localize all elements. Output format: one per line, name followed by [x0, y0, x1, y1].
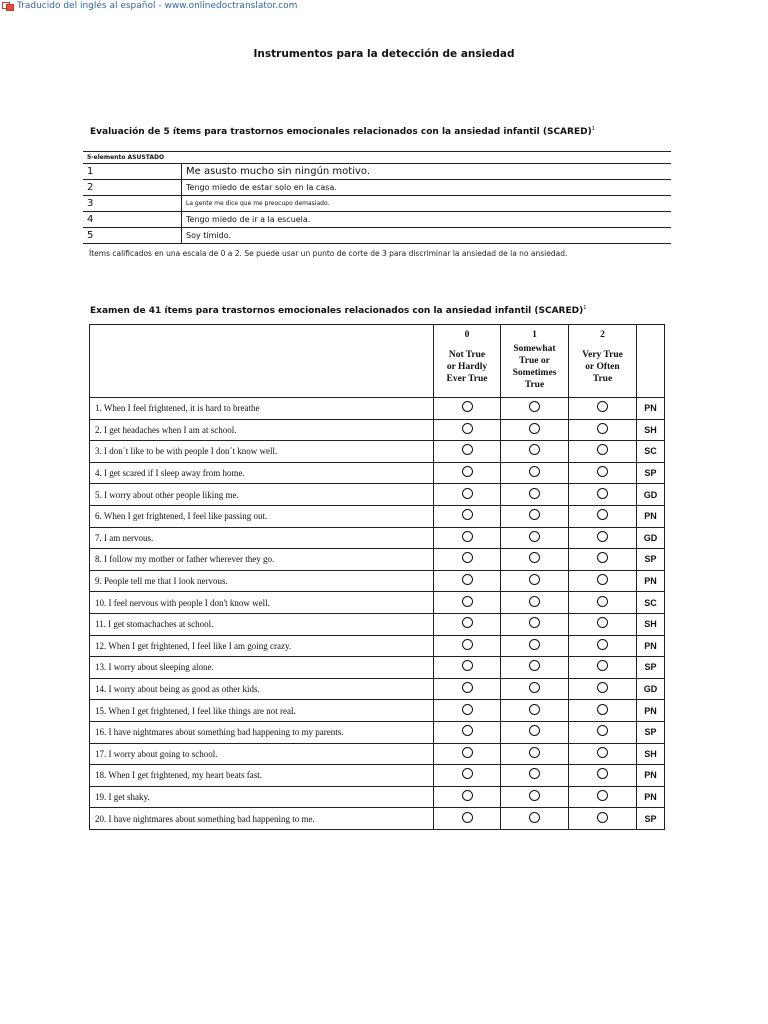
question-header [90, 325, 434, 398]
radio-circle-icon[interactable] [462, 725, 473, 736]
radio-circle-icon[interactable] [529, 466, 540, 477]
question-text: 15. When I get frightened, I feel like things are not real. [90, 700, 434, 722]
scoring-note: Ítems calificados en una escala de 0 a 2. Se puede usar un punto de corte de 3 para discriminar la ansiedad de la no ansiedad. [89, 249, 568, 258]
answer-cell-0[interactable] [434, 765, 501, 787]
answer-cell-0[interactable] [434, 462, 501, 484]
answer-cell-0[interactable] [434, 808, 501, 830]
answer-cell-2[interactable] [569, 527, 637, 549]
column-number: 1 [532, 330, 537, 340]
radio-circle-icon[interactable] [529, 509, 540, 520]
answer-cell-2[interactable] [569, 419, 637, 441]
translator-banner[interactable] [2, 0, 297, 12]
question-text: 20. I have nightmares about something bad happening to me. [90, 808, 434, 830]
answer-cell-0[interactable] [434, 484, 501, 506]
table-row [90, 484, 665, 506]
question-text: 16. I have nightmares about something bad happening to my parents. [90, 721, 434, 743]
item-number: 2 [83, 180, 182, 196]
table-row [90, 613, 665, 635]
question-text: 8. I follow my mother or father wherever they go. [90, 549, 434, 571]
answer-cell-2[interactable] [569, 549, 637, 571]
answer-cell-1[interactable] [501, 635, 569, 657]
column-label: Very True or Often True [582, 350, 623, 384]
question-text: 3. I don´t like to be with people I don´t know well. [90, 441, 434, 463]
radio-circle-icon[interactable] [462, 466, 473, 477]
subscale-code: GD [637, 527, 665, 549]
radio-circle-icon[interactable] [462, 531, 473, 542]
section2-title: Examen de 41 ítems para trastornos emocionales relacionados con la ansiedad infantil (SCARED)$^1$ [90, 305, 587, 316]
radio-circle-icon[interactable] [597, 423, 608, 434]
item-text: Tengo miedo de estar solo en la casa. [182, 180, 672, 196]
radio-circle-icon[interactable] [462, 444, 473, 455]
radio-circle-icon[interactable] [597, 639, 608, 650]
subscale-code: SP [637, 721, 665, 743]
radio-circle-icon[interactable] [462, 747, 473, 758]
answer-cell-1[interactable] [501, 462, 569, 484]
column-label: Not True or Hardly Ever True [446, 350, 488, 384]
radio-circle-icon[interactable] [597, 790, 608, 801]
radio-circle-icon[interactable] [462, 596, 473, 607]
answer-cell-0[interactable] [434, 592, 501, 614]
radio-circle-icon[interactable] [462, 574, 473, 585]
radio-circle-icon[interactable] [597, 704, 608, 715]
subscale-code: PN [637, 786, 665, 808]
answer-cell-2[interactable] [569, 570, 637, 592]
radio-circle-icon[interactable] [529, 574, 540, 585]
radio-circle-icon[interactable] [597, 488, 608, 499]
radio-circle-icon[interactable] [462, 509, 473, 520]
question-text: 9. People tell me that I look nervous. [90, 570, 434, 592]
radio-circle-icon[interactable] [462, 617, 473, 628]
answer-cell-0[interactable] [434, 398, 501, 420]
radio-circle-icon[interactable] [529, 704, 540, 715]
table-row [83, 212, 671, 228]
answer-cell-0[interactable] [434, 570, 501, 592]
answer-cell-2[interactable] [569, 613, 637, 635]
table-row [90, 743, 665, 765]
radio-circle-icon[interactable] [597, 552, 608, 563]
question-text: 2. I get headaches when I am at school. [90, 419, 434, 441]
answer-cell-1[interactable] [501, 527, 569, 549]
translate-icon [2, 2, 14, 11]
radio-circle-icon[interactable] [462, 423, 473, 434]
column-header-2 [569, 325, 637, 398]
radio-circle-icon[interactable] [597, 660, 608, 671]
answer-cell-0[interactable] [434, 527, 501, 549]
document-title: Instrumentos para la detección de ansiedad [253, 48, 515, 60]
subscale-code: SP [637, 657, 665, 679]
answer-cell-0[interactable] [434, 700, 501, 722]
answer-cell-1[interactable] [501, 549, 569, 571]
radio-circle-icon[interactable] [529, 812, 540, 823]
answer-cell-2[interactable] [569, 657, 637, 679]
answer-cell-2[interactable] [569, 484, 637, 506]
item-text: Me asusto mucho sin ningún motivo. [182, 164, 672, 180]
subscale-code: SH [637, 743, 665, 765]
column-header-1 [501, 325, 569, 398]
radio-circle-icon[interactable] [529, 531, 540, 542]
answer-cell-0[interactable] [434, 549, 501, 571]
answer-cell-2[interactable] [569, 765, 637, 787]
answer-cell-1[interactable] [501, 700, 569, 722]
table-row [90, 570, 665, 592]
radio-circle-icon[interactable] [529, 639, 540, 650]
radio-circle-icon[interactable] [529, 725, 540, 736]
answer-cell-2[interactable] [569, 743, 637, 765]
answer-cell-0[interactable] [434, 419, 501, 441]
answer-cell-0[interactable] [434, 743, 501, 765]
subscale-code: SH [637, 613, 665, 635]
subscale-code: PN [637, 765, 665, 787]
subscale-code: SH [637, 419, 665, 441]
table-row [83, 164, 671, 180]
column-header-0 [434, 325, 501, 398]
question-text: 11. I get stomachaches at school. [90, 613, 434, 635]
table-header-row [83, 152, 671, 164]
answer-cell-2[interactable] [569, 721, 637, 743]
table-row [90, 527, 665, 549]
question-text: 19. I get shaky. [90, 786, 434, 808]
item-number: 4 [83, 212, 182, 228]
answer-cell-2[interactable] [569, 700, 637, 722]
radio-circle-icon[interactable] [529, 790, 540, 801]
answer-cell-2[interactable] [569, 786, 637, 808]
answer-cell-2[interactable] [569, 635, 637, 657]
subscale-code: GD [637, 484, 665, 506]
table-row [90, 398, 665, 420]
item-number: 5 [83, 228, 182, 244]
subscale-code: PN [637, 398, 665, 420]
radio-circle-icon[interactable] [462, 790, 473, 801]
answer-cell-1[interactable] [501, 786, 569, 808]
table-row [90, 549, 665, 571]
answer-cell-1[interactable] [501, 613, 569, 635]
table-row [90, 786, 665, 808]
radio-circle-icon[interactable] [597, 444, 608, 455]
answer-cell-1[interactable] [501, 657, 569, 679]
answer-cell-1[interactable] [501, 743, 569, 765]
radio-circle-icon[interactable] [529, 747, 540, 758]
question-text: 6. When I get frightened, I feel like passing out. [90, 505, 434, 527]
subscale-code: PN [637, 700, 665, 722]
answer-cell-1[interactable] [501, 721, 569, 743]
table-row [90, 441, 665, 463]
radio-circle-icon[interactable] [597, 401, 608, 412]
item-text: Tengo miedo de ir a la escuela. [182, 212, 672, 228]
question-text: 7. I am nervous. [90, 527, 434, 549]
answer-cell-0[interactable] [434, 441, 501, 463]
question-text: 17. I worry about going to school. [90, 743, 434, 765]
table-header: 5-elemento ASUSTADO [83, 152, 671, 164]
table-row [90, 462, 665, 484]
radio-circle-icon[interactable] [462, 704, 473, 715]
question-text: 14. I worry about being as good as other kids. [90, 678, 434, 700]
answer-cell-0[interactable] [434, 786, 501, 808]
column-number: 2 [600, 330, 605, 340]
answer-cell-1[interactable] [501, 570, 569, 592]
radio-circle-icon[interactable] [597, 812, 608, 823]
radio-circle-icon[interactable] [529, 617, 540, 628]
answer-cell-2[interactable] [569, 678, 637, 700]
answer-cell-0[interactable] [434, 678, 501, 700]
column-label: Somewhat True or Sometimes True [512, 344, 557, 390]
radio-circle-icon[interactable] [597, 617, 608, 628]
answer-cell-1[interactable] [501, 441, 569, 463]
answer-cell-0[interactable] [434, 635, 501, 657]
answer-cell-1[interactable] [501, 505, 569, 527]
radio-circle-icon[interactable] [597, 509, 608, 520]
question-text: 10. I feel nervous with people I don't know well. [90, 592, 434, 614]
radio-circle-icon[interactable] [462, 639, 473, 650]
table-row [90, 592, 665, 614]
scared-5-item-table [83, 151, 671, 244]
radio-circle-icon[interactable] [529, 596, 540, 607]
subscale-code: SP [637, 549, 665, 571]
table-row [90, 765, 665, 787]
subscale-code: GD [637, 678, 665, 700]
radio-circle-icon[interactable] [597, 574, 608, 585]
answer-cell-1[interactable] [501, 808, 569, 830]
answer-cell-2[interactable] [569, 441, 637, 463]
section1-title: Evaluación de 5 ítems para trastornos emocionales relacionados con la ansiedad infantil (SCARED)$^1$ [90, 126, 595, 137]
answer-cell-2[interactable] [569, 592, 637, 614]
table-row [90, 721, 665, 743]
question-text: 5. I worry about other people liking me. [90, 484, 434, 506]
radio-circle-icon[interactable] [597, 531, 608, 542]
column-header-row [90, 325, 665, 398]
question-text: 12. When I get frightened, I feel like I am going crazy. [90, 635, 434, 657]
subscale-code: SC [637, 592, 665, 614]
radio-circle-icon[interactable] [462, 768, 473, 779]
subscale-code: SP [637, 808, 665, 830]
table-row [90, 419, 665, 441]
radio-circle-icon[interactable] [597, 466, 608, 477]
item-text: Soy tímido. [182, 228, 672, 244]
table-row [90, 808, 665, 830]
item-number: 1 [83, 164, 182, 180]
answer-cell-1[interactable] [501, 419, 569, 441]
answer-cell-1[interactable] [501, 765, 569, 787]
answer-cell-2[interactable] [569, 808, 637, 830]
answer-cell-1[interactable] [501, 592, 569, 614]
table-row [90, 635, 665, 657]
subscale-code: PN [637, 635, 665, 657]
column-number: 0 [464, 330, 470, 340]
radio-circle-icon[interactable] [529, 682, 540, 693]
answer-cell-0[interactable] [434, 721, 501, 743]
table-row [83, 228, 671, 244]
table-row [90, 678, 665, 700]
answer-cell-1[interactable] [501, 398, 569, 420]
answer-cell-0[interactable] [434, 505, 501, 527]
answer-cell-0[interactable] [434, 657, 501, 679]
radio-circle-icon[interactable] [597, 725, 608, 736]
radio-circle-icon[interactable] [597, 747, 608, 758]
radio-circle-icon[interactable] [597, 768, 608, 779]
radio-circle-icon[interactable] [529, 488, 540, 499]
radio-circle-icon[interactable] [462, 401, 473, 412]
answer-cell-2[interactable] [569, 462, 637, 484]
radio-circle-icon[interactable] [462, 682, 473, 693]
table-row [90, 657, 665, 679]
scared-41-item-table [89, 324, 665, 830]
question-text: 18. When I get frightened, my heart beats fast. [90, 765, 434, 787]
subscale-code: SP [637, 462, 665, 484]
radio-circle-icon[interactable] [462, 488, 473, 499]
radio-circle-icon[interactable] [597, 596, 608, 607]
radio-circle-icon[interactable] [529, 423, 540, 434]
radio-circle-icon[interactable] [462, 812, 473, 823]
answer-cell-0[interactable] [434, 613, 501, 635]
answer-cell-1[interactable] [501, 484, 569, 506]
question-text: 13. I worry about sleeping alone. [90, 657, 434, 679]
radio-circle-icon[interactable] [462, 552, 473, 563]
answer-cell-2[interactable] [569, 505, 637, 527]
code-header [637, 325, 665, 398]
question-text: 1. When I feel frightened, it is hard to breathe [90, 398, 434, 420]
item-text: La gente me dice que me preocupo demasiado. [182, 196, 672, 212]
radio-circle-icon[interactable] [597, 682, 608, 693]
radio-circle-icon[interactable] [529, 401, 540, 412]
table-row [90, 505, 665, 527]
answer-cell-1[interactable] [501, 678, 569, 700]
radio-circle-icon[interactable] [529, 444, 540, 455]
subscale-code: SC [637, 441, 665, 463]
answer-cell-2[interactable] [569, 398, 637, 420]
radio-circle-icon[interactable] [462, 660, 473, 671]
item-number: 3 [83, 196, 182, 212]
table-row [90, 700, 665, 722]
radio-circle-icon[interactable] [529, 660, 540, 671]
question-text: 4. I get scared if I sleep away from home. [90, 462, 434, 484]
table-row [83, 196, 671, 212]
subscale-code: PN [637, 570, 665, 592]
banner-text[interactable]: Traducido del inglés al español - www.onlinedoctranslator.com [17, 0, 298, 11]
subscale-code: PN [637, 505, 665, 527]
radio-circle-icon[interactable] [529, 552, 540, 563]
radio-circle-icon[interactable] [529, 768, 540, 779]
table-row [83, 180, 671, 196]
